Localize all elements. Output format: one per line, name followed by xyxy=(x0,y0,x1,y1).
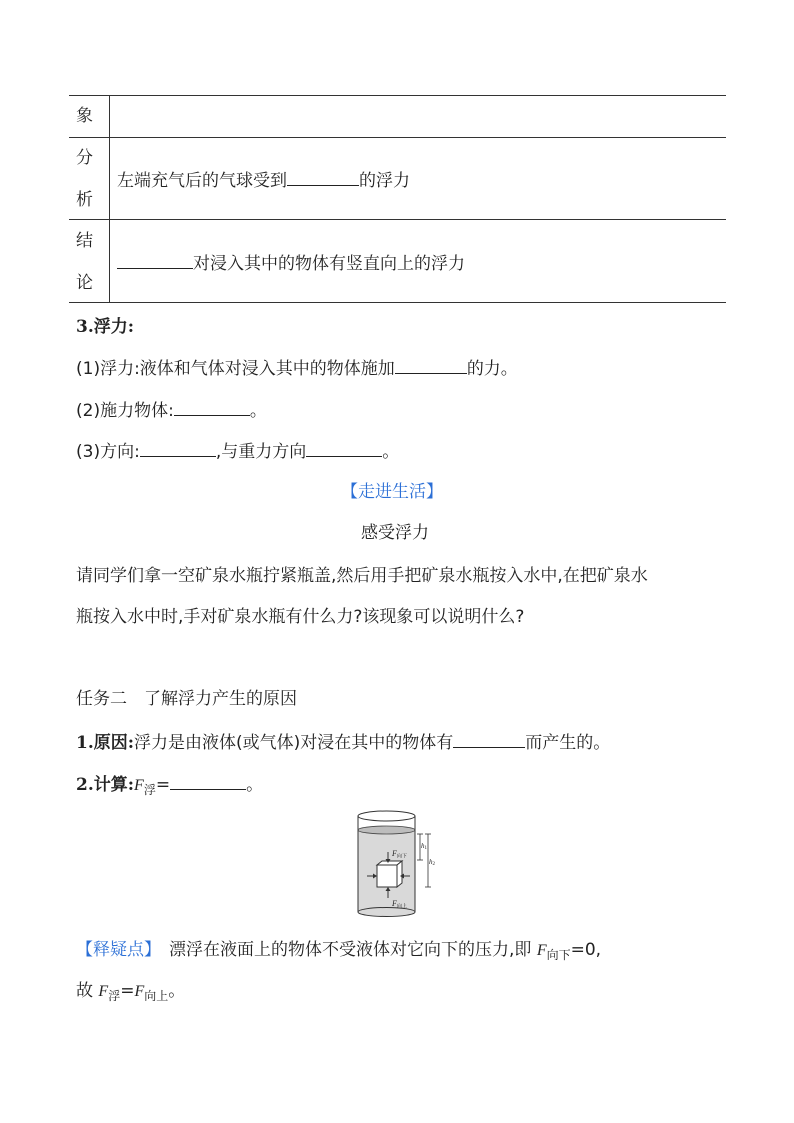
table-row2-label-1: 分 xyxy=(76,148,93,168)
table-row1-label: 象 xyxy=(76,106,93,126)
table-border-row2 xyxy=(69,219,726,220)
table-border-bottom xyxy=(69,302,726,303)
h2-label: h2 xyxy=(429,858,435,867)
container-rim xyxy=(358,811,415,821)
table-row2-label-2: 析 xyxy=(76,190,93,210)
task2-item1: 1.原因:浮力是由液体(或气体)对浸在其中的物体有 而产生的。 xyxy=(76,730,610,754)
water-surface xyxy=(358,826,415,834)
note-line2: 故 $F_浮=F_{向上}$。 xyxy=(76,981,186,1003)
life-title: 感受浮力 xyxy=(361,523,429,543)
section3-item2: (2)施力物体: 。 xyxy=(76,398,267,422)
table-border-top xyxy=(69,95,726,96)
cube-front xyxy=(377,865,397,887)
section3-heading: 3.浮力: xyxy=(76,317,135,337)
table-row2-content: 左端充气后的气球受到 的浮力 xyxy=(117,168,410,192)
table-row3-label-2: 论 xyxy=(76,273,93,293)
f-up-label: F向上 xyxy=(392,899,407,910)
f-down-label: F向下 xyxy=(392,849,407,860)
answer-blank[interactable] xyxy=(117,251,193,269)
answer-blank[interactable] xyxy=(395,356,467,374)
answer-blank[interactable] xyxy=(174,398,250,416)
life-tag: 【走进生活】 xyxy=(341,482,443,502)
table-column-divider xyxy=(109,95,110,302)
buoyancy-diagram xyxy=(355,808,445,920)
h1-label: h1 xyxy=(421,842,427,851)
section3-item1: (1)浮力:液体和气体对浸入其中的物体施加 的力。 xyxy=(76,356,518,380)
answer-blank[interactable] xyxy=(453,730,525,748)
life-paragraph-line1: 请同学们拿一空矿泉水瓶拧紧瓶盖,然后用手把矿泉水瓶按入水中,在把矿泉水 xyxy=(76,566,648,586)
table-row3-label-1: 结 xyxy=(76,231,93,251)
table-border-row1 xyxy=(69,137,726,138)
answer-blank[interactable] xyxy=(306,439,382,457)
task2-item2: 2.计算$:F_浮=$ 。 xyxy=(76,772,263,797)
life-paragraph-line2: 瓶按入水中时,手对矿泉水瓶有什么力?该现象可以说明什么? xyxy=(76,607,525,627)
answer-blank[interactable] xyxy=(170,772,246,790)
note-line1: 【释疑点】 漂浮在液面上的物体不受液体对它向下的压力,即 $F_{向下}=0$, xyxy=(76,940,602,962)
answer-blank[interactable] xyxy=(140,439,216,457)
task2-heading: 任务二 了解浮力产生的原因 xyxy=(76,689,297,709)
answer-blank[interactable] xyxy=(287,168,359,186)
cube-side xyxy=(397,861,402,887)
section3-item3: (3)方向: ,与重力方向 。 xyxy=(76,439,399,463)
table-row3-content: 对浸入其中的物体有竖直向上的浮力 xyxy=(117,251,465,275)
